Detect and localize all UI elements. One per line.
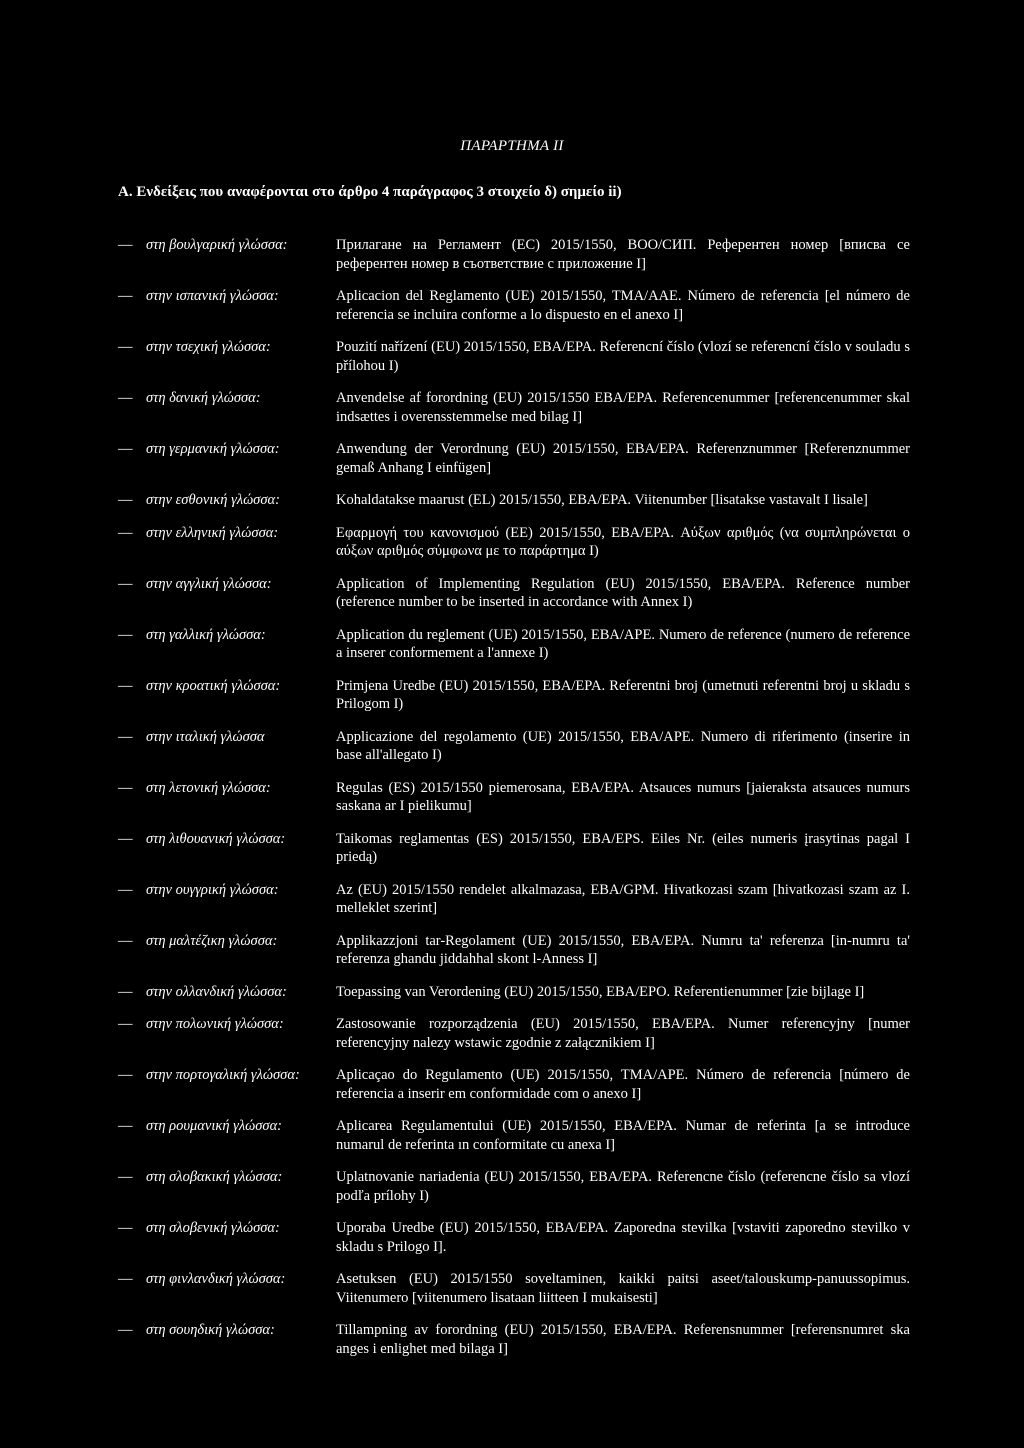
entry-dash: — [118,1067,133,1083]
language-label: στην πολωνική γλώσσα: [146,1016,284,1032]
language-label: στη λετονική γλώσσα: [146,779,271,796]
entry-swedish [118,1321,910,1358]
entry-dash: — [118,932,133,949]
indication-text: Прилагане на Регламент (ЕС) 2015/1550, ВОО/СИП. Референтен номер [вписва се референтен номер в съответствие с приложение I] [336,237,910,272]
entry-italian [118,728,910,765]
language-label: στη λιθουανική γλώσσα: [146,830,286,847]
language-entries-list [118,236,910,1372]
language-label: στη δανική γλώσσα: [146,390,261,406]
entry-croatian [118,677,910,714]
language-label: στη σουηδική γλώσσα: [146,1322,275,1338]
section-heading: A. Ενδείξεις που αναφέρονται στο άρθρο 4 παράγραφος 3 στοιχείο δ) σημείο ii) [118,184,622,200]
entry-dash: — [118,983,133,1000]
indication-text: Applikazzjoni tar-Regolament (UE) 2015/1550, EBA/EPA. Numru ta' referenza [in-numru ta' referenza ghandu jiddahhal skont l-Anness I] [336,932,910,967]
language-label: στη φινλανδική γλώσσα: [146,1271,286,1287]
language-label: στη γερμανική γλώσσα: [146,441,280,457]
entry-dash: — [118,1118,133,1134]
entry-dash: — [118,1220,133,1236]
indication-text: Application of Implementing Regulation (EU) 2015/1550, EBA/EPA. Reference number (reference number to be inserted in accordance with Annex I) [336,575,910,610]
indication-text: Zastosowanie rozporządzenia (EU) 2015/1550, EBA/EPA. Numer referencyjny [numer referencyjny nalezy wstawic zgodnie z załącznikiem I] [336,1016,910,1051]
indication-text: Aplicacion del Reglamento (UE) 2015/1550, TMA/AAE. Número de referencia [el número de referencia se incluira conforme a lo dispuesto en el anexo I] [336,288,910,323]
indication-text: Asetuksen (EU) 2015/1550 soveltaminen, kaikki paitsi aseet/talouskump-panuussopimus. Viitenumero [viitenumero lisataan liitteen I mukaisesti] [336,1271,910,1306]
entry-hungarian [118,881,910,918]
indication-text: Toepassing van Verordening (EU) 2015/1550, EBA/EPO. Referentienummer [zie bijlage I] [336,983,865,1000]
language-label: στην εσθονική γλώσσα: [146,492,280,508]
indication-text: Regulas (ES) 2015/1550 piemerosana, EBA/EPA. Atsauces numurs [jaieraksta atsauces numurs saskana ar I pielikumu] [336,779,910,814]
entry-dash: — [118,237,133,253]
indication-text: Εφαρμογή του κανονισμού (ΕΕ) 2015/1550, EBA/EPA. Αύξων αριθμός (να συμπληρώνεται ο αύξων αριθμός σύμφωνα με το παράρτημα I) [336,524,910,559]
language-label: στην ελληνική γλώσσα: [146,524,279,541]
entry-dash: — [118,524,133,541]
indication-text: Primjena Uredbe (EU) 2015/1550, EBA/EPA. Referentni broj (umetnuti referentni broj u skladu s Prilogom I) [336,677,910,712]
entry-german [118,440,910,477]
entry-french [118,626,910,663]
indication-text: Taikomas reglamentas (ES) 2015/1550, EBA/EPS. Eiles Nr. (eiles numeris įrasytinas pagal I priedą) [336,830,910,865]
entry-bulgarian [118,236,910,273]
entry-dash: — [118,626,133,643]
language-label: στην ιταλική γλώσσα [146,728,265,745]
entry-greek [118,524,910,561]
entry-latvian [118,779,910,816]
entry-dash: — [118,881,133,898]
entry-dash: — [118,830,133,847]
entry-dash: — [118,575,133,592]
entry-dash: — [118,390,133,406]
entry-romanian [118,1117,910,1154]
language-label: στη γαλλική γλώσσα: [146,626,266,643]
entry-dash: — [118,339,133,355]
indication-text: Kohaldatakse maarust (EL) 2015/1550, EBA/EPA. Viitenumber [lisatakse vastavalt I lisale] [336,492,868,508]
entry-portuguese [118,1066,910,1103]
language-label: στην ουγγρική γλώσσα: [146,881,279,898]
indication-text: Pouzití nařízení (EU) 2015/1550, EBA/EPA. Referencní číslo (vlozí se referencní číslo v souladu s přílohou I) [336,339,910,374]
entry-danish [118,389,910,426]
entry-dash: — [118,677,133,694]
language-label: στην αγγλική γλώσσα: [146,575,272,592]
entry-czech [118,338,910,375]
language-label: στη σλοβενική γλώσσα: [146,1220,280,1236]
indication-text: Applicazione del regolamento (UE) 2015/1550, EBA/APE. Numero di riferimento (inserire in base all'allegato I) [336,728,910,763]
entry-maltese [118,932,910,969]
entry-dash: — [118,492,133,508]
language-label: στην κροατική γλώσσα: [146,677,281,694]
language-label: στην πορτογαλική γλώσσα: [146,1067,300,1083]
indication-text: Application du reglement (UE) 2015/1550, EBA/APE. Numero de reference (numero de reference a inserer conformement a l'annexe I) [336,626,910,661]
entry-dash: — [118,441,133,457]
entry-english [118,575,910,612]
entry-lithuanian [118,830,910,867]
indication-text: Tillampning av forordning (EU) 2015/1550, EBA/EPA. Referensnummer [referensnumret ska anges i enlighet med bilaga I] [336,1322,910,1357]
entry-estonian [118,491,910,510]
entry-dash: — [118,1271,133,1287]
entry-dash: — [118,1016,133,1032]
language-label: στη μαλτέζικη γλώσσα: [146,932,278,949]
entry-dash: — [118,779,133,796]
indication-text: Aplicaçao do Regulamento (UE) 2015/1550, TMA/APE. Número de referencia [número de referencia a inserir em conformidade com o anexo I] [336,1067,910,1102]
language-label: στην ισπανική γλώσσα: [146,288,279,304]
language-label: στην τσεχική γλώσσα: [146,339,271,355]
entry-polish [118,1015,910,1052]
language-label: στην ολλανδική γλώσσα: [146,983,287,1000]
entry-finnish [118,1270,910,1307]
language-label: στη ρουμανική γλώσσα: [146,1118,283,1134]
indication-text: Aplicarea Regulamentului (UE) 2015/1550, EBA/EPA. Numar de referinta [a se introduce numarul de referinta ın conformitate cu anexa I] [336,1118,910,1153]
entry-slovak [118,1168,910,1205]
entry-dutch [118,983,910,1002]
indication-text: Uporaba Uredbe (EU) 2015/1550, EBA/EPA. Zaporedna stevilka [vstaviti zaporedno stevilko v skladu s Prilogo I]. [336,1220,910,1255]
indication-text: Uplatnovanie nariadenia (EU) 2015/1550, EBA/EPA. Referencne číslo (referencne číslo sa vlozí podľa prílohy I) [336,1169,910,1204]
language-label: στη σλοβακική γλώσσα: [146,1169,283,1185]
entry-spanish [118,287,910,324]
entry-dash: — [118,1169,133,1185]
annex-title: ΠΑΡΑΡΤΗΜΑ II [460,138,564,154]
indication-text: Anwendung der Verordnung (EU) 2015/1550, EBA/EPA. Referenznummer [Referenznummer gemaß Anhang I einfügen] [336,441,910,476]
entry-dash: — [118,728,133,745]
indication-text: Az (EU) 2015/1550 rendelet alkalmazasa, EBA/GPM. Hivatkozasi szam [hivatkozasi szam az I. melleklet szerint] [336,881,910,916]
entry-dash: — [118,1322,133,1338]
entry-dash: — [118,288,133,304]
language-label: στη βουλγαρική γλώσσα: [146,237,288,253]
entry-slovenian [118,1219,910,1256]
indication-text: Anvendelse af forordning (EU) 2015/1550 EBA/EPA. Referencenummer [referencenummer skal indsættes i overensstemmelse med bilag I] [336,390,910,425]
